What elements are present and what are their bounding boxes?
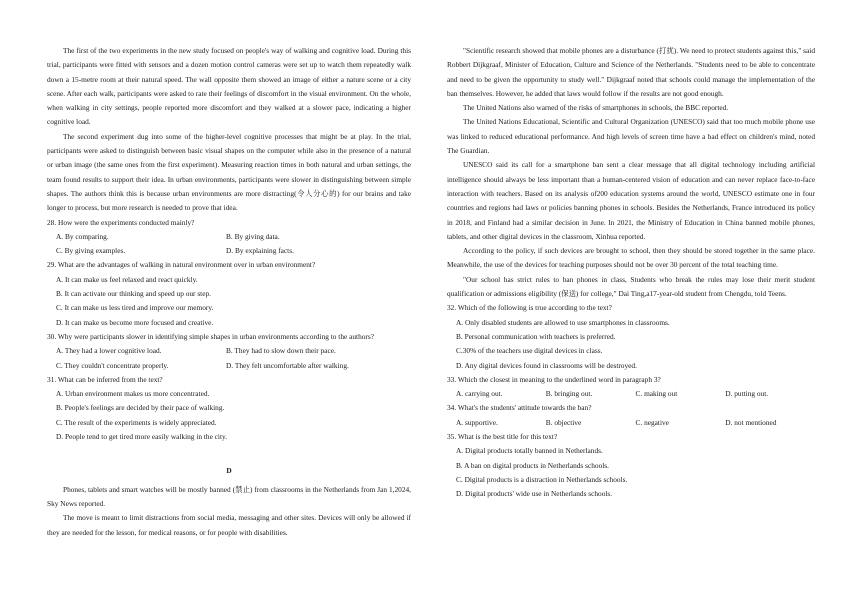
question-stem: 33. Which the closest in meaning to the underlined word in paragraph 3? (447, 374, 661, 384)
question-31 (47, 373, 411, 444)
option-a: A. By comparing. (56, 231, 109, 241)
option-c: C. It can make us less tired and improve our memory. (56, 303, 214, 313)
option-c: C. Digital products is a distraction in Netherlands schools. (456, 474, 628, 484)
option-b: B. It can activate our thinking and speed up our step. (56, 289, 211, 299)
option-c: C. They couldn't concentrate properly. (56, 360, 169, 370)
question-stem: 30. Why were participants slower in identifying simple shapes in urban environments according to the authors? (47, 331, 374, 341)
option-a: A. It can make us feel relaxed and react quickly. (56, 274, 198, 284)
option-b: B. People's feelings are decided by their pace of walking. (56, 403, 225, 413)
option-a: A. carrying out. (456, 389, 503, 399)
left-column (47, 44, 411, 540)
option-b: B. A ban on digital products in Netherlands schools. (456, 460, 609, 470)
option-b: B. Personal communication with teachers is preferred. (456, 331, 616, 341)
question-30 (47, 330, 411, 373)
question-34 (447, 401, 815, 430)
option-b: B. bringing out. (545, 389, 593, 399)
option-a: A. supportive. (456, 417, 498, 427)
question-stem: 34. What's the students' attitude towards the ban? (447, 403, 592, 413)
option-d: D. Digital products' wide use in Netherlands schools. (456, 489, 613, 499)
passage-c-paragraph-1: The first of the two experiments in the new study focused on people's way of walking and cognitive load. During this trial, participants were fitted with sensors and a dozen motion control cameras were set up to watch them repeatedly walk down a 15-metre room at their natural speed. The wall opposite them showed an image of either a nature scene or a city scene. After each walk, participants were asked to rate their feelings of discomfort in the visual environment. On the whole, when walking in city settings, people reported more discomfort and they walked at a slower pace, indicating a higher cognitive load. (47, 46, 411, 127)
option-b: B. By giving data. (226, 231, 280, 241)
option-a: A. Only disabled students are allowed to use smartphones in classrooms. (456, 317, 670, 327)
question-stem: 35. What is the best title for this text? (447, 432, 558, 442)
question-33 (447, 373, 815, 402)
option-a: A. Urban environment makes us more concentrated. (56, 389, 210, 399)
option-row (47, 359, 411, 373)
passage-d-paragraph-1: Phones, tablets and smart watches will be mostly banned (禁止) from classrooms in the Netherlands from Jan 1,2024, Sky News reported. (47, 484, 411, 508)
question-32 (447, 301, 815, 372)
question-stem: 32. Which of the following is true according to the text? (447, 303, 612, 313)
option-d: D. It can make us become more focused and creative. (56, 317, 214, 327)
option-b: B. They had to slow down their pace. (226, 346, 336, 356)
question-28 (47, 216, 411, 259)
passage-d-paragraph-4: The United Nations also warned of the risks of smartphones in schools, the BBC reported. (463, 103, 729, 113)
question-35 (447, 430, 815, 501)
option-c: C.30% of the teachers use digital devices in class. (456, 346, 603, 356)
question-stem: 29. What are the advantages of walking in natural environment over in urban environment? (47, 260, 316, 270)
passage-d-paragraph-6: UNESCO said its call for a smartphone ban sent a clear message that all digital technology including artificial intelligence should always be less important than a human-centered vision of education and can never replace face-to-face interaction with teachers. Based on its analysis of200 education systems around the world, UNESCO estimate one in four countries and regions had laws or policies banning phones in schools. Besides the Netherlands, France introduced its policy in 2018, and Finland had a similar decision in June. In 2021, the Ministry of Education in China banned mobile phones, tablets, and other digital devices in the classroom, Xinhua reported. (447, 160, 815, 241)
passage-d-paragraph-7: According to the policy, if such devices are brought to school, then they should be stored together in the same place. Meanwhile, the use of the devices for teaching purposes should not be over 30 percent of the total teaching time. (447, 246, 815, 270)
option-c: C. The result of the experiments is widely appreciated. (56, 417, 217, 427)
passage-d-paragraph-5: The United Nations Educational, Scientific and Cultural Organization (UNESCO) said that too much mobile phone use was linked to reduced educational performance. And high levels of screen time have a bad effect on children's mind, noted The Guardian. (447, 117, 815, 156)
option-b: B. objective (545, 417, 582, 427)
option-row (47, 344, 411, 358)
spacer (47, 444, 411, 458)
option-a: A. They had a lower cognitive load. (56, 346, 162, 356)
option-row (47, 230, 411, 244)
question-stem: 31. What can be inferred from the text? (47, 374, 163, 384)
option-d: D. not mentioned (725, 417, 777, 427)
option-d: D. Any digital devices found in classrooms will be destroyed. (456, 360, 637, 370)
passage-d-paragraph-8: "Our school has strict rules to ban phones in class, Students who break the rules may lose their merit student qualification or admissions eligibility (保送) for college," Dai Ting,a17-year-old student from Chengdu, told Teens. (447, 274, 815, 299)
option-d: D. They felt uncomfortable after walking. (226, 360, 349, 370)
option-row (47, 244, 411, 258)
option-a: A. Digital products totally banned in Netherlands. (456, 446, 603, 456)
passage-d-paragraph-2: The move is meant to limit distractions from social media, messaging and other sites. Devices will only be allowed if they are needed for the lesson, for medical reasons, or for people with disabilities. (47, 513, 411, 537)
option-d: D. putting out. (725, 389, 769, 399)
question-29 (47, 258, 411, 329)
passage-c-paragraph-2: The second experiment dug into some of the higher-level cognitive processes that might be at play. In the trial, participants were asked to distinguish between basic visual shapes on the computer while also in the presence of a natural or urban image (the same ones from the first experiment). Measuring reaction times in both natural and urban settings, the team found results to support their idea. In urban environments, participants were slower in distinguishing between simple shapes. The authors think this is because urban environments are more distracting(令人分心的) for our brains and take longer to process, but more research is needed to prove that idea. (47, 131, 411, 213)
question-stem: 28. How were the experiments conducted mainly? (47, 217, 195, 227)
option-row (447, 387, 815, 401)
right-column (447, 44, 815, 502)
option-c: C. By giving examples. (56, 246, 126, 256)
option-row (447, 416, 815, 430)
option-d: D. People tend to get tired more easily walking in the city. (56, 432, 228, 442)
section-d-title: D (226, 466, 232, 476)
option-c: C. making out (635, 389, 678, 399)
option-d: D. By explaining facts. (226, 246, 294, 256)
option-c: C. negative (635, 417, 669, 427)
passage-d-paragraph-3: "Scientific research showed that mobile phones are a disturbance (打扰). We need to protect students against this," said Robbert Dijkgraaf, Minister of Education, Culture and Science of the Netherlands. "Students need to be able to concentrate and need to be given the opportunity to study well." Dijkgraaf noted that schools could manage the implementation of the ban themselves. However, he added that laws would follow if the results are not good enough. (447, 46, 815, 98)
